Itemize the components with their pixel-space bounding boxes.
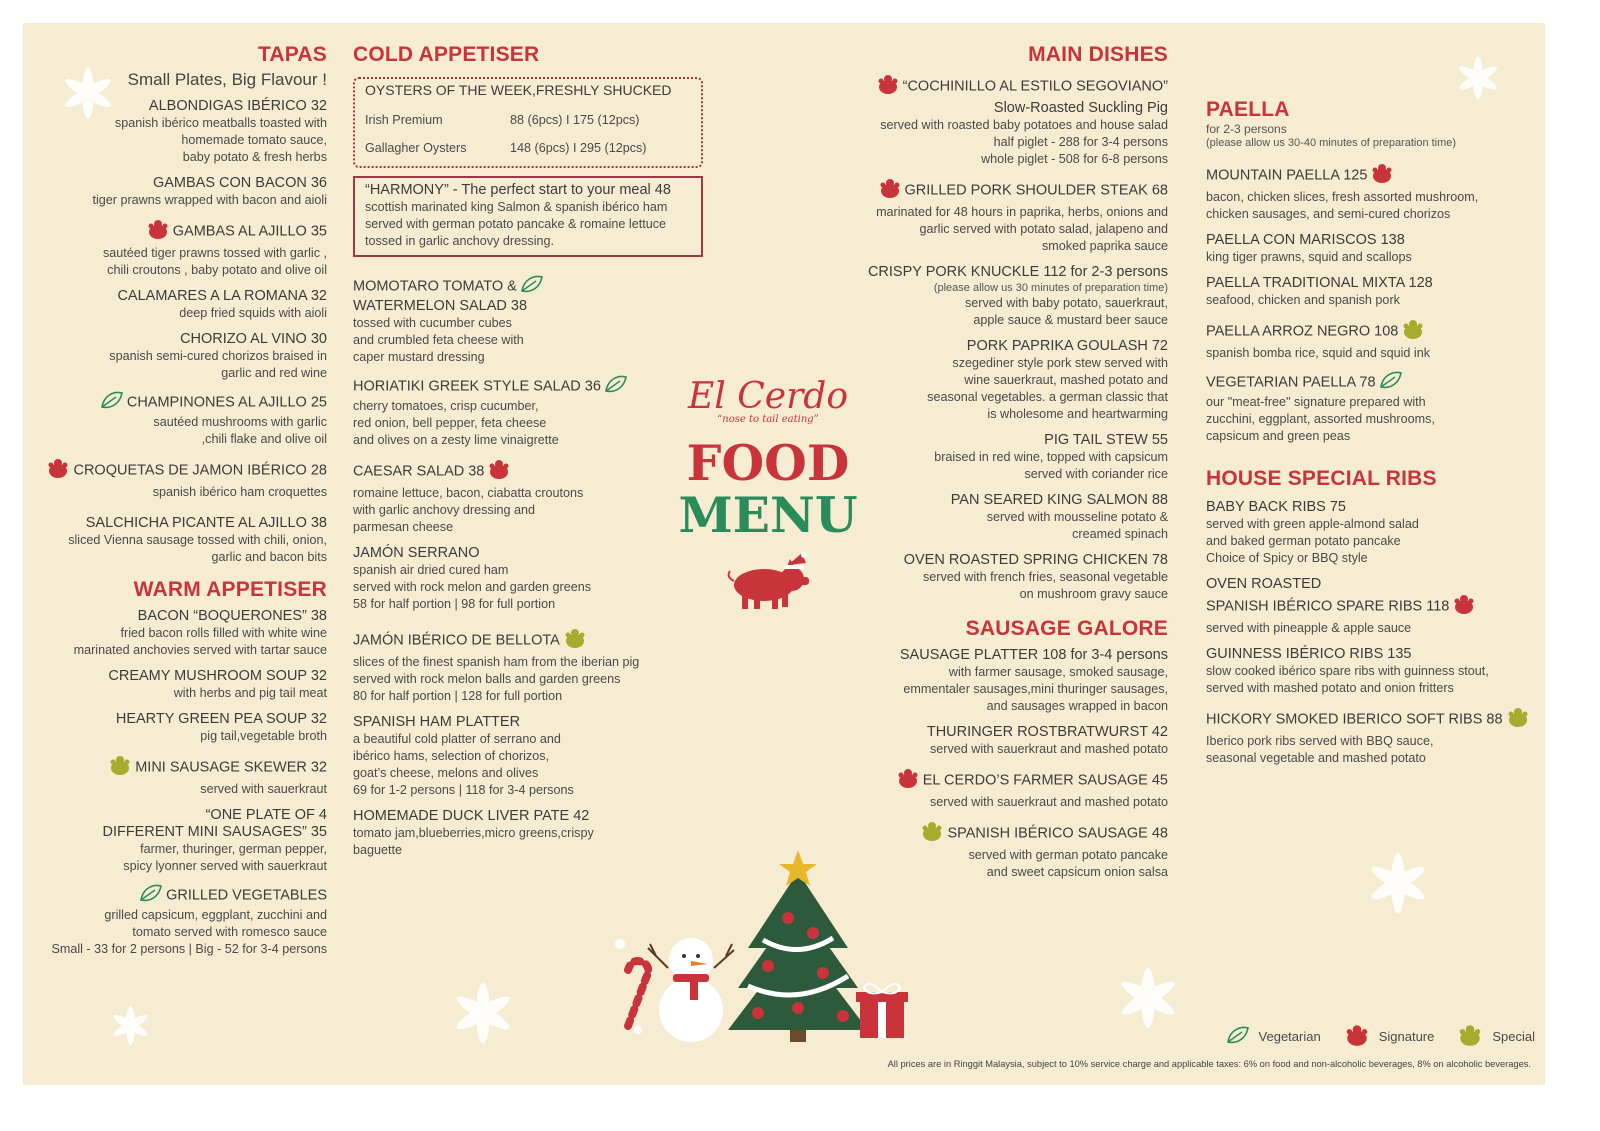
oyster-row: [365, 106, 691, 134]
item-desc: garlic and red wine: [221, 366, 327, 380]
item-name: DIFFERENT MINI SAUSAGES” 35: [102, 824, 327, 840]
item-desc: served with rock melon balls and garden greens: [353, 672, 621, 686]
item-desc: slow cooked ibérico spare ribs with guinness stout,: [1206, 664, 1489, 678]
item-name: VEGETARIAN PAELLA 78: [1206, 374, 1376, 391]
item-name: GRILLED PORK SHOULDER STEAK 68: [904, 182, 1168, 199]
item-name: EL CERDO’S FARMER SAUSAGE 45: [922, 772, 1168, 789]
item-desc: on mushroom gravy sauce: [1019, 587, 1168, 601]
signature-icon: [1370, 162, 1394, 189]
item-name: GAMBAS CON BACON 36: [152, 175, 327, 191]
item-desc: served with pineapple & apple sauce: [1206, 621, 1412, 635]
item-name: HEARTY GREEN PEA SOUP 32: [115, 711, 327, 727]
item-name: ALBONDIGAS IBÉRICO 32: [148, 98, 327, 114]
menu-item: [848, 73, 1168, 168]
legend: [1223, 1023, 1535, 1050]
item-desc: a beautiful cold platter of serrano and: [353, 732, 561, 746]
item-desc: zucchini, eggplant, assorted mushrooms,: [1206, 412, 1435, 426]
item-name: PAELLA ARROZ NEGRO 108: [1206, 323, 1399, 340]
item-name: PIG TAIL STEW 55: [1044, 432, 1168, 448]
warm-title: WARM APPETISER: [133, 578, 327, 601]
item-name: “ONE PLATE OF 4: [205, 807, 327, 823]
menu-item: [37, 98, 327, 166]
item-desc: emmentaler sausages,mini thuringer sausages,: [903, 682, 1168, 696]
menu-item: [37, 711, 327, 745]
item-name: HICKORY SMOKED IBERICO SOFT RIBS 88: [1206, 711, 1503, 728]
item-name: BACON “BOQUERONES” 38: [137, 608, 327, 624]
menu-item: [848, 552, 1168, 603]
restaurant-tagline: “nose to tail eating”: [717, 414, 819, 425]
item-name: CROQUETAS DE JAMON IBÉRICO 28: [73, 462, 327, 479]
item-desc: with farmer sausage, smoked sausage,: [948, 665, 1168, 679]
item-name: THURINGER ROSTBRATWURST 42: [926, 724, 1168, 740]
item-desc: served with mashed potato and onion fritters: [1206, 681, 1454, 695]
signature-icon: [46, 457, 70, 484]
menu-item: [353, 458, 683, 536]
item-name: JAMÓN IBÉRICO DE BELLOTA: [353, 632, 560, 649]
main-dishes-column: [848, 23, 1168, 881]
tapas-title: TAPAS: [257, 43, 327, 66]
item-desc: served with baby potato, sauerkraut,: [964, 296, 1168, 310]
snowflake-icon: [108, 1003, 153, 1048]
item-name: HOMEMADE DUCK LIVER PATE 42: [353, 808, 590, 824]
tapas-subtitle: Small Plates, Big Flavour !: [127, 70, 327, 89]
item-name: SALCHICHA PICANTE AL AJILLO 38: [85, 515, 327, 531]
item-desc: baguette: [353, 843, 403, 857]
food-heading: FOOD: [686, 434, 850, 492]
item-desc: whole piglet - 508 for 6-8 persons: [981, 152, 1168, 166]
menu-item: [37, 754, 327, 798]
item-desc: seasonal vegetable and mashed potato: [1206, 751, 1426, 765]
item-desc: marinated anchovies served with tartar sauce: [73, 643, 327, 657]
legend-special: Special: [1492, 1029, 1535, 1044]
item-desc: and crumbled feta cheese with: [353, 333, 524, 347]
item-desc: cherry tomatoes, crisp cucumber,: [353, 399, 539, 413]
item-desc: Iberico pork ribs served with BBQ sauce,: [1206, 734, 1434, 748]
item-desc: served with green apple-almond salad: [1206, 517, 1419, 531]
item-desc: ibérico hams, selection of chorizos,: [353, 749, 549, 763]
item-desc: served with sauerkraut and mashed potato: [929, 795, 1168, 809]
menu-item: [37, 807, 327, 875]
signature-icon: [487, 458, 511, 485]
item-desc: chili croutons , baby potato and olive oil: [107, 263, 327, 277]
menu-item: [1206, 162, 1536, 223]
item-desc: deep fried squids with aioli: [179, 306, 327, 320]
item-desc: and baked german potato pancake: [1206, 534, 1401, 548]
special-icon: [1506, 706, 1530, 733]
menu-item: [848, 338, 1168, 423]
item-desc: scottish marinated king Salmon & spanish ibérico ham: [365, 200, 668, 214]
item-name: PAELLA CON MARISCOS 138: [1206, 232, 1405, 248]
item-desc: garlic served with potato salad, jalapeno and: [919, 222, 1168, 236]
item-name: SPANISH IBÉRICO SAUSAGE 48: [947, 825, 1168, 842]
item-desc: is wholesome and heartwarming: [987, 407, 1168, 421]
item-desc: ,chili flake and olive oil: [201, 432, 327, 446]
item-desc: creamed spinach: [1072, 527, 1168, 541]
item-desc: seasonal vegetables. a german classic that: [927, 390, 1168, 404]
item-desc: served with french fries, seasonal vegetable: [922, 570, 1168, 584]
item-desc: fried bacon rolls filled with white wine: [120, 626, 327, 640]
tapas-column: [37, 23, 327, 958]
menu-item: [1206, 576, 1536, 637]
item-desc: and olives on a zesty lime vinaigrette: [353, 433, 559, 447]
oyster-price: 148 (6pcs) I 295 (12pcs): [510, 141, 647, 155]
item-desc: tossed with cucumber cubes: [353, 316, 512, 330]
item-desc: served with sauerkraut: [200, 782, 327, 796]
menu-item: [37, 331, 327, 382]
oyster-name: Gallagher Oysters: [365, 141, 467, 155]
snowflake-icon: [1113, 963, 1183, 1033]
menu-item: [848, 264, 1168, 329]
item-name: PAELLA TRADITIONAL MIXTA 128: [1206, 275, 1433, 291]
paella-note: (please allow us 30-40 minutes of preparation time): [1206, 137, 1457, 149]
item-desc: served with mousseline potato &: [986, 510, 1168, 524]
vegetarian-icon: [100, 391, 124, 414]
vegetarian-icon: [1226, 1026, 1250, 1047]
main-title: MAIN DISHES: [1028, 43, 1168, 66]
special-icon: [108, 754, 132, 781]
menu-item: [37, 884, 327, 958]
item-desc: grilled capsicum, eggplant, zucchini and: [104, 908, 327, 922]
item-name: OVEN ROASTED: [1206, 576, 1322, 592]
item-name: SPANISH IBÉRICO SPARE RIBS 118: [1206, 598, 1450, 615]
item-name: JAMÓN SERRANO: [353, 545, 480, 561]
menu-item: [1206, 232, 1536, 266]
item-desc: spanish semi-cured chorizos braised in: [109, 349, 327, 363]
menu-item: [848, 724, 1168, 758]
item-name: GAMBAS AL AJILLO 35: [172, 223, 327, 240]
menu-item: [353, 545, 683, 613]
paella-title: PAELLA: [1206, 98, 1290, 121]
item-desc: bacon, chicken slices, fresh assorted mushroom,: [1206, 190, 1479, 204]
item-name: CREAMY MUSHROOM SOUP 32: [108, 668, 327, 684]
item-desc: 80 for half portion | 128 for full portion: [353, 689, 563, 703]
menu-item: [353, 275, 683, 366]
menu-item: [37, 288, 327, 322]
item-desc: spanish ibérico meatballs toasted with: [114, 116, 327, 130]
signature-icon: [146, 218, 170, 245]
item-desc: king tiger prawns, squid and scallops: [1206, 250, 1412, 264]
oyster-price: 88 (6pcs) I 175 (12pcs): [510, 113, 640, 127]
menu-heading: MENU: [678, 486, 858, 544]
item-desc: tiger prawns wrapped with bacon and aioli: [92, 193, 327, 207]
item-name: “HARMONY” - The perfect start to your meal 48: [365, 182, 671, 198]
menu-item: [37, 457, 327, 501]
item-name: MOMOTARO TOMATO &: [353, 278, 517, 295]
legend-vegetarian: Vegetarian: [1258, 1029, 1321, 1044]
restaurant-logo: El Cerdo: [687, 376, 848, 417]
item-name: MOUNTAIN PAELLA 125: [1206, 167, 1368, 184]
special-icon: [920, 820, 944, 847]
item-name: MINI SAUSAGE SKEWER 32: [135, 759, 327, 776]
item-desc: slices of the finest spanish ham from the iberian pig: [353, 655, 640, 669]
item-desc: and sweet capsicum onion salsa: [986, 865, 1168, 879]
item-subname: Slow-Roasted Suckling Pig: [993, 100, 1168, 116]
item-desc: garlic and bacon bits: [211, 550, 327, 564]
menu-item: [1206, 318, 1536, 362]
item-desc: sliced Vienna sausage tossed with chili, onion,: [68, 533, 327, 547]
item-desc: caper mustard dressing: [353, 350, 485, 364]
item-name: BABY BACK RIBS 75: [1206, 499, 1346, 515]
item-desc: parmesan cheese: [353, 520, 454, 534]
item-name: SAUSAGE PLATTER 108 for 3-4 persons: [899, 647, 1168, 663]
item-desc: served with german potato pancake: [968, 848, 1168, 862]
item-desc: half piglet - 288 for 3-4 persons: [993, 135, 1168, 149]
menu-item: [1206, 499, 1536, 567]
menu-item: [1206, 706, 1536, 767]
signature-icon: [1344, 1023, 1370, 1050]
ribs-title: HOUSE SPECIAL RIBS: [1206, 467, 1437, 490]
item-name: PORK PAPRIKA GOULASH 72: [966, 338, 1168, 354]
item-desc: spanish ibérico ham croquettes: [152, 485, 327, 499]
item-name: OVEN ROASTED SPRING CHICKEN 78: [903, 552, 1168, 568]
footer-note: All prices are in Ringgit Malaysia, subject to 10% service charge and applicable taxes: 6% on food and non-alcoholic beverages, 8% on alcoholic beverages.: [887, 1059, 1531, 1069]
item-desc: spanish air dried cured ham: [353, 563, 509, 577]
vegetarian-icon: [1379, 371, 1403, 394]
item-desc: Small - 33 for 2 persons | Big - 52 for 3-4 persons: [51, 942, 327, 956]
item-desc: seafood, chicken and spanish pork: [1206, 293, 1400, 307]
item-name: “COCHINILLO AL ESTILO SEGOVIANO”: [902, 78, 1168, 95]
item-desc: goat’s cheese, melons and olives: [353, 766, 539, 780]
vegetarian-icon: [604, 375, 628, 398]
item-desc: Choice of Spicy or BBQ style: [1206, 551, 1368, 565]
item-desc: red onion, bell pepper, feta cheese: [353, 416, 547, 430]
item-desc: wine sauerkraut, mashed potato and: [964, 373, 1168, 387]
menu-item: [848, 432, 1168, 483]
vegetarian-icon: [520, 275, 544, 298]
item-name: HORIATIKI GREEK STYLE SALAD 36: [353, 378, 601, 395]
menu-item: [353, 375, 683, 449]
item-desc: tossed in garlic anchovy dressing.: [365, 234, 555, 248]
item-desc: served with roasted baby potatoes and house salad: [880, 118, 1168, 132]
item-desc: served with sauerkraut and mashed potato: [929, 742, 1168, 756]
item-desc: smoked paprika sauce: [1041, 239, 1168, 253]
menu-item: [848, 647, 1168, 715]
snowflake-icon: [448, 978, 518, 1048]
cold-appetiser-column: [353, 23, 683, 859]
item-name: CAESAR SALAD 38: [353, 463, 485, 480]
paella-ribs-column: [1206, 23, 1536, 767]
sausage-title: SAUSAGE GALORE: [965, 617, 1168, 640]
signature-icon: [876, 73, 900, 100]
item-name: CHAMPINONES AL AJILLO 25: [126, 394, 327, 411]
item-desc: pig tail,vegetable broth: [200, 729, 327, 743]
legend-signature: Signature: [1378, 1029, 1435, 1044]
item-desc: spicy lyonner served with sauerkraut: [123, 859, 327, 873]
oysters-heading: OYSTERS OF THE WEEK,FRESHLY SHUCKED: [365, 82, 672, 98]
item-desc: spanish bomba rice, squid and squid ink: [1206, 346, 1431, 360]
menu-item: [848, 767, 1168, 811]
item-name: SPANISH HAM PLATTER: [353, 714, 521, 730]
signature-icon: [896, 767, 920, 794]
item-desc: szegediner style pork stew served with: [952, 356, 1168, 370]
menu-page: [23, 23, 1545, 1085]
menu-item: [848, 492, 1168, 543]
item-desc: marinated for 48 hours in paprika, herbs, onions and: [876, 205, 1168, 219]
item-desc: sautéed tiger prawns tossed with garlic ,: [102, 246, 327, 260]
menu-item: [1206, 275, 1536, 309]
item-name: CHORIZO AL VINO 30: [180, 331, 327, 347]
signature-icon: [878, 177, 902, 204]
item-desc: served with german potato pancake & romaine lettuce: [365, 217, 667, 231]
special-icon: [1457, 1023, 1483, 1050]
menu-item: [1206, 646, 1536, 697]
item-desc: with garlic anchovy dressing and: [353, 503, 536, 517]
item-desc: homemade tomato sauce,: [181, 133, 327, 147]
vegetarian-icon: [139, 884, 163, 907]
menu-item: [37, 608, 327, 659]
item-desc: our "meat-free" signature prepared with: [1206, 395, 1426, 409]
menu-item: [353, 714, 683, 799]
item-desc: sautéed mushrooms with garlic: [153, 415, 327, 429]
menu-item: [37, 391, 327, 448]
item-name: GUINNESS IBÉRICO RIBS 135: [1206, 646, 1412, 662]
item-desc: served with coriander rice: [1024, 467, 1168, 481]
item-desc: tomato jam,blueberries,micro greens,crispy: [353, 826, 594, 840]
item-desc: apple sauce & mustard beer sauce: [973, 313, 1168, 327]
signature-icon: [1452, 593, 1476, 620]
cold-title: COLD APPETISER: [353, 43, 540, 66]
pig-icon: [722, 551, 814, 613]
snowflake-icon: [1363, 848, 1433, 918]
oysters-box: [353, 77, 703, 168]
item-desc: romaine lettuce, bacon, ciabatta croutons: [353, 486, 584, 500]
item-name: PAN SEARED KING SALMON 88: [950, 492, 1168, 508]
item-desc: 69 for 1-2 persons | 118 for 3-4 persons: [353, 783, 574, 797]
item-name: CALAMARES A LA ROMANA 32: [117, 288, 327, 304]
menu-item: [37, 175, 327, 209]
item-name: CRISPY PORK KNUCKLE 112 for 2-3 persons: [867, 264, 1168, 280]
item-name: GRILLED VEGETABLES: [166, 887, 327, 904]
item-note: (please allow us 30 minutes of preparation time): [933, 282, 1168, 294]
item-desc: tomato served with romesco sauce: [132, 925, 327, 939]
item-desc: 58 for half portion | 98 for full portion: [353, 597, 556, 611]
menu-item: [1206, 371, 1536, 445]
oyster-name: Irish Premium: [365, 113, 443, 127]
item-desc: baby potato & fresh herbs: [182, 150, 327, 164]
menu-item: [37, 218, 327, 279]
menu-item: [353, 627, 683, 705]
brand-block: [673, 378, 863, 618]
paella-note: for 2-3 persons: [1206, 122, 1287, 136]
item-desc: chicken sausages, and semi-cured chorizos: [1206, 207, 1451, 221]
item-desc: served with rock melon and garden greens: [353, 580, 592, 594]
menu-item: [37, 668, 327, 702]
menu-item: [848, 820, 1168, 881]
item-desc: with herbs and pig tail meat: [173, 686, 327, 700]
item-name: WATERMELON SALAD 38: [353, 298, 528, 314]
item-desc: and sausages wrapped in bacon: [986, 699, 1168, 713]
menu-item: [848, 177, 1168, 255]
harmony-box: [353, 176, 703, 257]
oyster-row: [365, 134, 691, 162]
item-desc: braised in red wine, topped with capsicum: [934, 450, 1168, 464]
special-icon: [563, 627, 587, 654]
item-desc: farmer, thuringer, german pepper,: [140, 842, 327, 856]
item-desc: capsicum and green peas: [1206, 429, 1351, 443]
special-icon: [1401, 318, 1425, 345]
menu-item: [37, 515, 327, 566]
